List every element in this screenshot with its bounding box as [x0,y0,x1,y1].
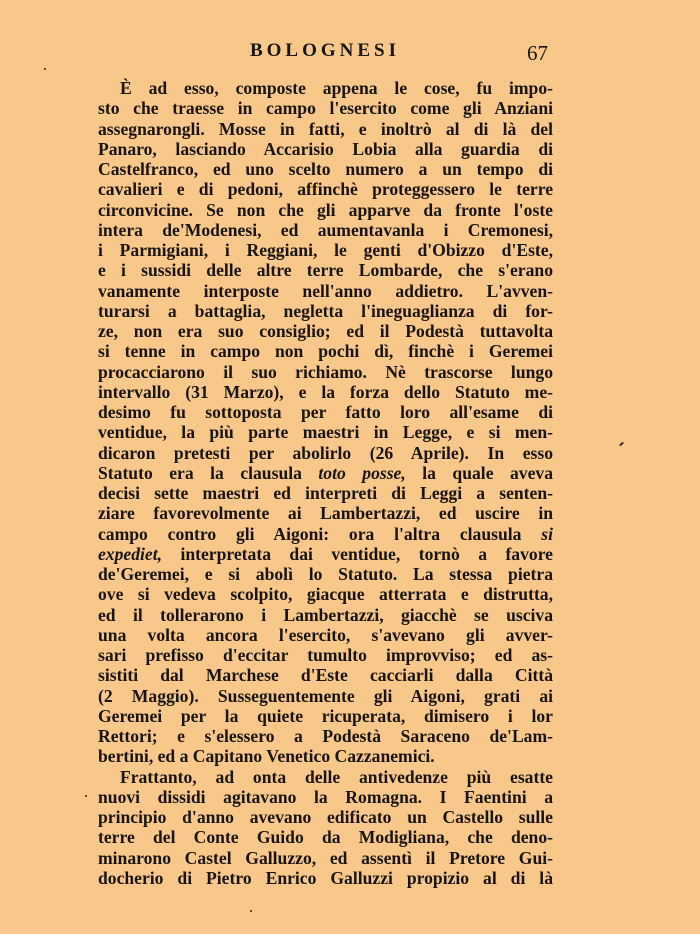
running-header [100,40,550,66]
text-line: docherio di Pietro Enrico Galluzzi propizio al di là [98,867,553,888]
text-line: dicaron pretesti per abolirlo (26 Aprile). In esso [98,442,553,463]
text-line: È ad esso, composte appena le cose, fu impo- [120,78,553,98]
text-line: Frattanto, ad onta delle antivedenze più esatte [120,766,553,787]
text-line: desimo fu sottoposta per fatto loro all'esame di [98,402,553,422]
text-line: assegnarongli. Mosse in fatti, e inoltrò al di là del [98,118,553,139]
text-span: campo contro gli Aigoni: ora l'altra clausula [98,523,542,544]
italic-phrase: si [541,523,553,544]
paper-speck [85,795,87,797]
italic-phrase: expediet, [98,543,162,564]
text-line: principio d'anno avevano edificato un Castello sulle [98,807,553,827]
text-line: Rettori; e s'elessero a Podestà Saraceno de'Lam- [98,726,553,746]
text-line [98,524,553,544]
text-line: Panaro, lasciando Accarisio Lobia alla guardia di [98,138,553,159]
text-line: intera de'Modenesi, ed aumentavanla i Cremonesi, [98,219,553,240]
text-line: ze, non era suo consiglio; ed il Podestà tuttavolta [98,321,553,341]
text-line: decisi sette maestri ed interpreti di Leggi a senten- [98,483,553,503]
text-line: circonvicine. Se non che gli apparve da fronte l'oste [98,199,553,220]
text-line: ventidue, la più parte maestri in Legge, e si men- [98,422,553,443]
italic-phrase: toto posse, [318,462,406,483]
text-line: (2 Maggio). Susseguentemente gli Aigoni, grati ai [98,685,553,706]
text-line: bertini, ed a Capitano Venetico Cazzanemici. [98,746,435,767]
body-text [98,78,553,888]
text-line: terre del Conte Guido da Modigliana, che deno- [98,827,553,848]
text-line: Geremei per la quiete ricuperata, dimisero i lor [98,705,553,726]
text-line: una volta ancora l'esercito, s'avevano gli avver- [98,624,553,645]
text-line: cavalieri e di pedoni, affinchè proteggessero le terre [98,179,553,200]
text-line: ed il tollerarono i Lambertazzi, giacchè se usciva [98,604,553,625]
text-line: turarsi a battaglia, negletta l'ineguaglianza di for- [98,300,553,321]
text-line: intervallo (31 Marzo), e la forza dello Statuto me- [98,381,553,402]
running-title: BOLOGNESI [249,40,401,61]
text-line: sto che traesse in campo l'esercito come gli Anziani [98,98,553,119]
text-line: sistiti dal Marchese d'Este cacciarli dalla Città [98,665,553,686]
text-line: ziare favorevolmente ai Lambertazzi, ed uscire in [98,503,553,524]
text-line: i Parmigiani, i Reggiani, le genti d'Obizzo d'Este, [98,240,553,260]
text-span: interpretata dai ventidue, tornò a favore [162,543,553,564]
page-number: 67 [527,41,548,65]
text-line: sari prefisso d'eccitar tumulto improvviso; ed as- [98,645,553,665]
text-line: minarono Castel Galluzzo, ed assentì il Pretore Gui- [98,847,553,868]
text-line [98,544,553,564]
text-line [98,463,553,483]
text-line: e i sussidi delle altre terre Lombarde, che s'erano [98,260,553,281]
paper-speck [250,910,252,912]
text-line: procacciarono il suo richiamo. Nè trascorse lungo [98,361,553,382]
text-span: Statuto era la clausula [98,462,319,483]
text-line: vanamente interposte nell'anno addietro. L'avven- [98,280,553,301]
text-span: la quale aveva [405,462,553,483]
paper-speck [44,68,46,70]
paper-speck [619,442,624,447]
text-line: si tenne in campo non pochi dì, finchè i Geremei [98,341,553,362]
text-line: de'Geremei, e si abolì lo Statuto. La stessa pietra [98,564,553,584]
text-line: nuovi dissidi agitavano la Romagna. I Faentini a [98,786,553,807]
text-line: Castelfranco, ed uno scelto numero a un tempo di [98,159,553,179]
text-line: ove si vedeva scolpito, giacque atterrata e distrutta, [98,584,553,605]
